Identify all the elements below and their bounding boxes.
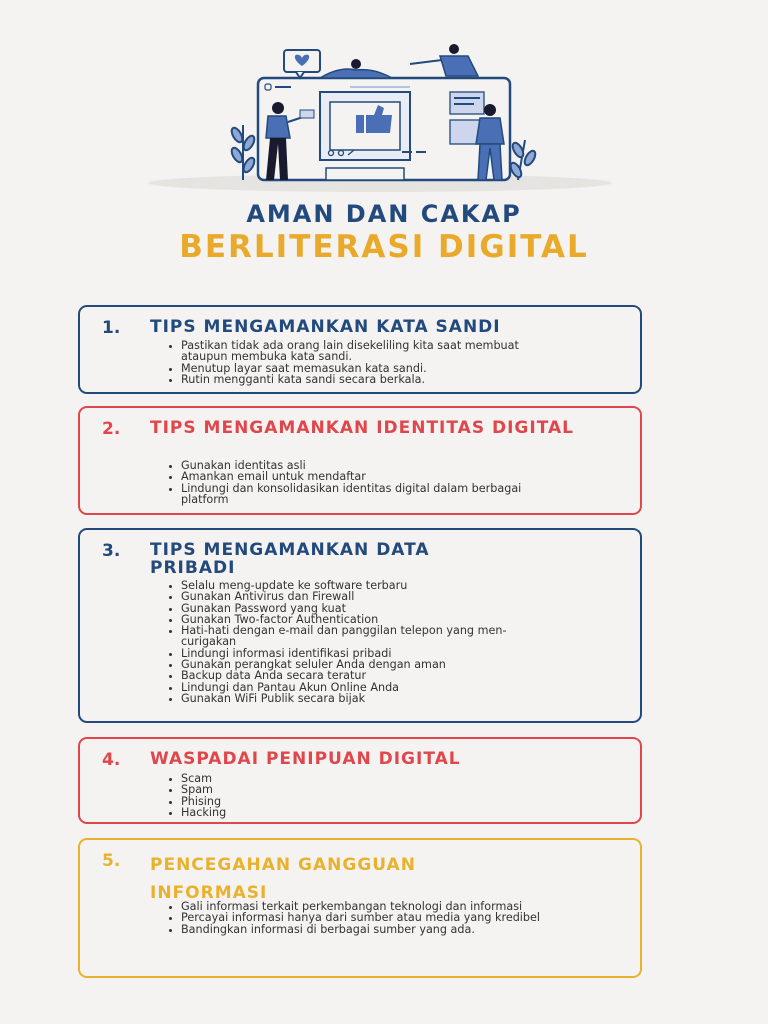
plant-left-icon — [230, 125, 257, 180]
list-item: • Gunakan Antivirus dan Firewall — [181, 591, 511, 602]
list-item: • Lindungi dan Pantau Akun Online Anda — [181, 682, 511, 693]
section-card-4 — [78, 737, 642, 824]
section-heading: TIPS MENGAMANKAN DATA PRIBADI — [150, 540, 430, 578]
list-item: • Percayai informasi hanya dari sumber atau media yang kredibel — [181, 912, 561, 923]
list-item: • Lindungi dan konsolidasikan identitas digital dalam berbagai platform — [181, 483, 541, 506]
person-top-icon — [320, 59, 392, 78]
list-item: • Rutin mengganti kata sandi secara berkala. — [181, 374, 541, 385]
section-heading: TIPS MENGAMANKAN IDENTITAS DIGITAL — [150, 418, 574, 438]
section-list — [160, 580, 511, 704]
list-item: • Menutup layar saat memasukan kata sandi. — [181, 363, 541, 374]
section-card-3 — [78, 528, 642, 723]
list-item: • Gunakan Password yang kuat — [181, 603, 511, 614]
person-top-right-icon — [410, 44, 478, 76]
section-card-5 — [78, 838, 642, 978]
list-item: • Gunakan perangkat seluler Anda dengan aman — [181, 659, 511, 670]
section-number: 4. — [102, 750, 121, 770]
section-number: 1. — [102, 318, 121, 338]
list-item: • Bandingkan informasi di berbagai sumber yang ada. — [181, 924, 561, 935]
list-item: • Gunakan Two-factor Authentication — [181, 614, 511, 625]
list-item: • Gunakan WiFi Publik secara bijak — [181, 693, 511, 704]
section-list — [160, 901, 561, 935]
list-item: • Scam — [181, 773, 541, 784]
section-number: 3. — [102, 541, 121, 561]
list-item: • Amankan email untuk mendaftar — [181, 471, 541, 482]
section-list — [160, 340, 541, 385]
list-item: • Hacking — [181, 807, 541, 818]
section-card-2 — [78, 406, 642, 515]
list-item: • Lindungi informasi identifikasi pribadi — [181, 648, 511, 659]
section-heading: TIPS MENGAMANKAN KATA SANDI — [150, 317, 501, 337]
section-list — [160, 773, 541, 818]
list-item: • Backup data Anda secara teratur — [181, 670, 511, 681]
list-item: • Phising — [181, 796, 541, 807]
heart-bubble-icon — [284, 50, 320, 78]
section-number: 2. — [102, 419, 121, 439]
section-card-1 — [78, 305, 642, 394]
list-item: • Gali informasi terkait perkembangan teknologi dan informasi — [181, 901, 561, 912]
list-item: • Gunakan identitas asli — [181, 460, 541, 471]
section-heading: WASPADAI PENIPUAN DIGITAL — [150, 749, 461, 769]
section-list — [160, 460, 541, 505]
section-heading: PENCEGAHAN GANGGUAN INFORMASI — [150, 855, 416, 903]
title-line-1: AMAN DAN CAKAP — [246, 200, 522, 228]
list-item: • Hati-hati dengan e-mail dan panggilan telepon yang men-curigakan — [181, 625, 511, 648]
list-item: • Selalu meng-update ke software terbaru — [181, 580, 511, 591]
plant-right-icon — [509, 140, 538, 180]
list-item: • Pastikan tidak ada orang lain disekeliling kita saat membuat ataupun membuka kata sandi. — [181, 340, 541, 363]
list-item: • Spam — [181, 784, 541, 795]
title-line-2: BERLITERASI DIGITAL — [179, 229, 589, 265]
section-number: 5. — [102, 851, 121, 871]
social-media-illustration — [140, 40, 630, 200]
